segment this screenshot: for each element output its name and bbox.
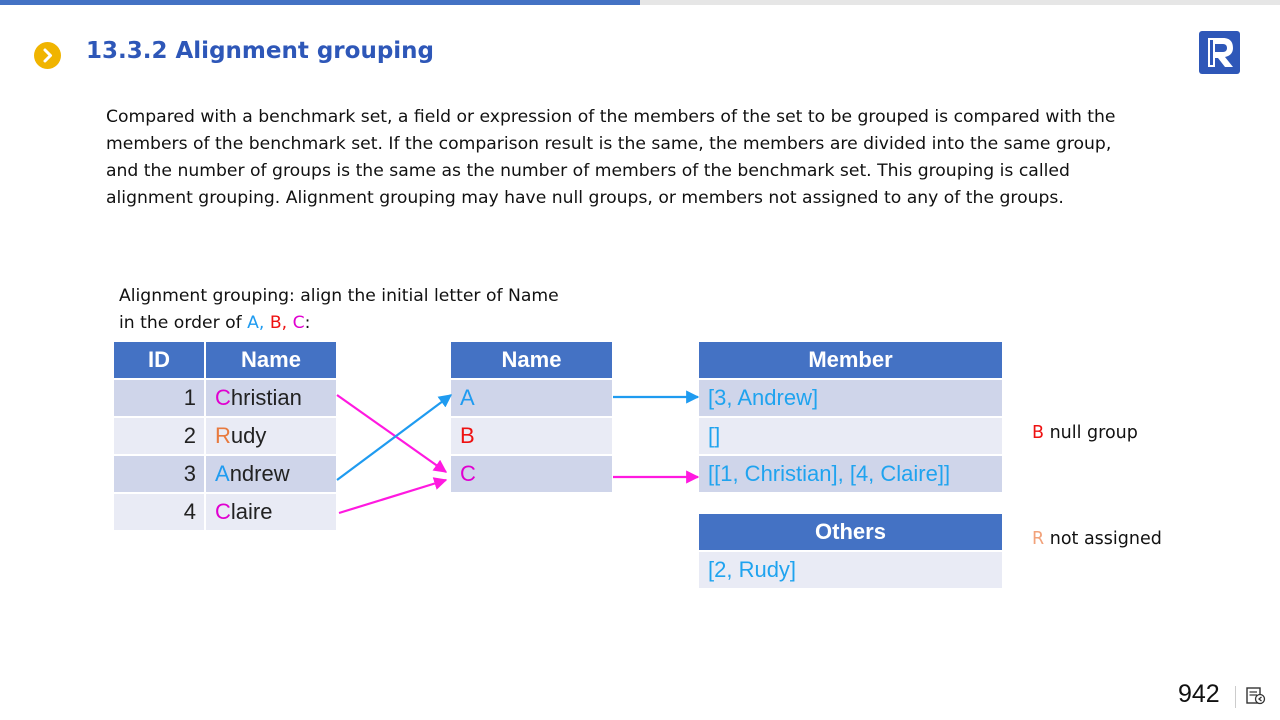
member-value: [3, Andrew] <box>699 380 1002 416</box>
description-paragraph: Compared with a benchmark set, a field or expression of the members of the set to be grouped is compared with the members of the benchmark set. If the comparison result is the same, the members are divided into the same group, and the number of groups is the same as the number of members of the benchmark set. This grouping is called alignment grouping. Alignment grouping may have null groups, or members not assigned to any of the groups. <box>106 107 1116 208</box>
benchmark-value: C <box>451 456 612 492</box>
caption-sep-1: , <box>258 313 270 333</box>
page-nav-icon[interactable] <box>1246 687 1266 709</box>
page-divider <box>1235 686 1236 708</box>
row-id: 3 <box>114 456 206 492</box>
caption-line1: Alignment grouping: align the initial letter of Name <box>119 286 559 306</box>
row-id: 4 <box>114 494 206 530</box>
name-rest: ndrew <box>229 461 290 486</box>
name-initial: C <box>215 499 231 524</box>
name-initial: R <box>215 423 231 448</box>
caption-prefix: in the order of <box>119 313 248 333</box>
member-value: [] <box>699 418 1002 454</box>
benchmark-value: B <box>451 418 612 454</box>
caption-sep-2: , <box>281 313 293 333</box>
not-assigned-text: not assigned <box>1044 529 1162 549</box>
caption-letter-b: B <box>269 313 282 333</box>
row-id: 1 <box>114 380 206 416</box>
header-id: ID <box>114 342 206 378</box>
others-value: [2, Rudy] <box>699 552 1002 588</box>
caption-suffix: : <box>304 313 311 333</box>
name-rest: udy <box>230 423 267 448</box>
caption-letter-a: A <box>247 313 259 333</box>
benchmark-value: A <box>451 380 612 416</box>
null-group-text: null group <box>1044 423 1138 443</box>
member-value: [[1, Christian], [4, Claire]] <box>699 456 1002 492</box>
benchmark-header-name: Name <box>451 342 612 378</box>
arrow-christian-to-c <box>337 395 446 472</box>
slide-title: 13.3.2 Alignment grouping <box>86 38 435 64</box>
not-assigned-letter: R <box>1032 529 1045 549</box>
name-rest: hristian <box>230 385 302 410</box>
name-initial: C <box>215 385 231 410</box>
arrow-claire-to-c <box>339 480 446 513</box>
row-id: 2 <box>114 418 206 454</box>
name-initial: A <box>215 461 230 486</box>
member-header: Member <box>699 342 1002 378</box>
others-header: Others <box>699 514 1002 550</box>
header-name: Name <box>206 342 336 378</box>
page-number: 942 <box>1178 680 1220 708</box>
name-rest: laire <box>230 499 273 524</box>
null-group-letter: B <box>1032 423 1045 443</box>
caption-letter-c: C <box>292 313 305 333</box>
